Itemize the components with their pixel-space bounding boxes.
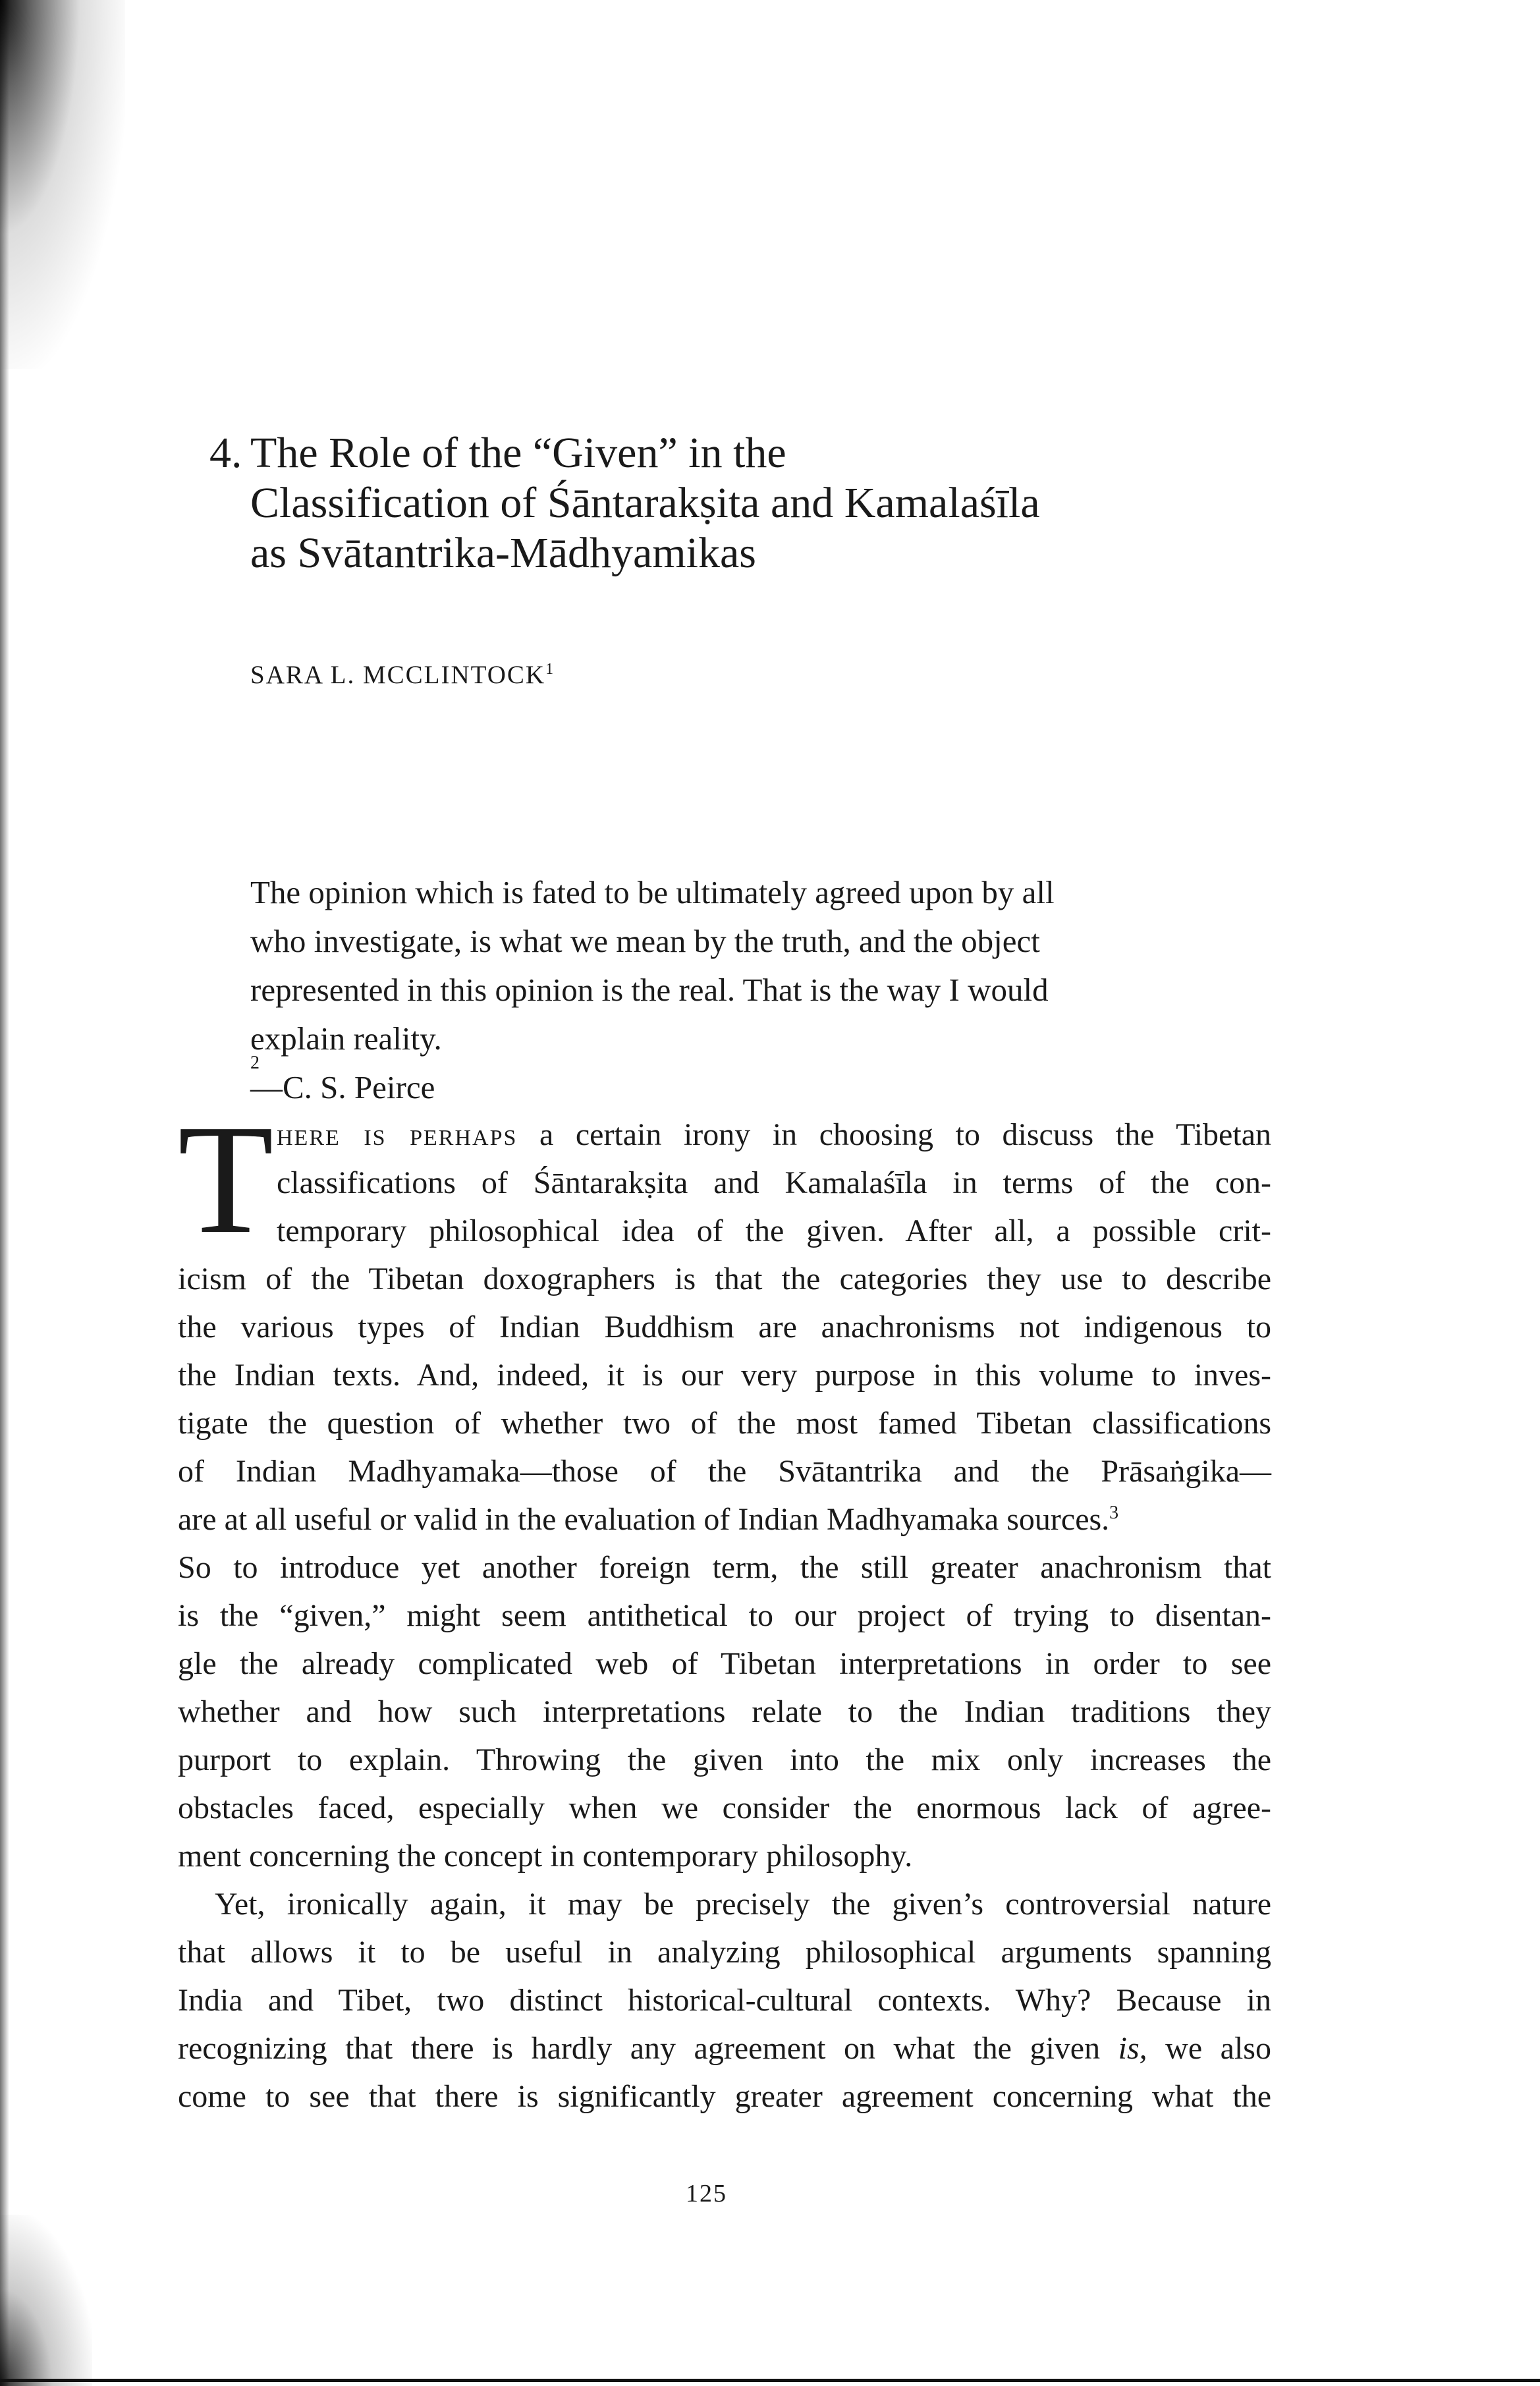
body-line: temporary philosophical idea of the given. After all, a possible crit- xyxy=(277,1213,1271,1248)
footnote-marker: 1 xyxy=(545,661,555,678)
chapter-title xyxy=(250,428,1278,578)
epigraph-line: who investigate, is what we mean by the truth, and the object xyxy=(250,923,1040,959)
chapter-number: 4. xyxy=(209,429,242,477)
body-text-run: we also xyxy=(1147,2031,1271,2066)
body-line xyxy=(178,1495,1271,1543)
body-text-run: recognizing that there is hardly any agreement on what the given xyxy=(178,2031,1118,2066)
footnote-marker: 3 xyxy=(1109,1503,1119,1523)
epigraph-attribution: —C. S. Peirce xyxy=(250,1069,435,1105)
epigraph-text: explain reality. xyxy=(250,1020,442,1057)
body-line: ment concerning the concept in contemporary philosophy. xyxy=(178,1839,913,1873)
scan-shadow-top-left xyxy=(0,0,125,369)
body-line: is the “given,” might seem antithetical to our project of trying to disentan- xyxy=(178,1598,1271,1633)
author-byline xyxy=(250,660,555,690)
body-line: India and Tibet, two distinct historical-cultural contexts. Why? Because in xyxy=(178,1983,1271,2018)
body-line: that allows it to be useful in analyzing philosophical arguments spanning xyxy=(178,1935,1271,1970)
body-line: purport to explain. Throwing the given into the mix only increases the xyxy=(178,1742,1271,1777)
body-text-run: a certain irony in choosing to discuss the Tibetan xyxy=(517,1117,1271,1152)
drop-cap: T xyxy=(178,1093,274,1266)
body-line xyxy=(178,2024,1271,2072)
body-line: the Indian texts. And, indeed, it is our very purpose in this volume to inves- xyxy=(178,1358,1271,1393)
body-line: the various types of Indian Buddhism are anachronisms not indigenous to xyxy=(178,1310,1271,1345)
lead-in-smallcaps: here is perhaps xyxy=(277,1117,518,1152)
body-line: classifications of Śāntarakṣita and Kamalaśīla in terms of the con- xyxy=(277,1165,1271,1200)
epigraph-line: represented in this opinion is the real. That is the way I would xyxy=(250,972,1049,1008)
chapter-title-line: as Svātantrika-Mādhyamikas xyxy=(250,529,756,577)
body-line: whether and how such interpretations relate to the Indian traditions they xyxy=(178,1694,1271,1729)
chapter-title-line: The Role of the “Given” in the xyxy=(250,429,786,477)
scan-bottom-border xyxy=(0,2379,1540,2382)
body-line: So to introduce yet another foreign term, the still greater anachronism that xyxy=(178,1550,1271,1585)
epigraph xyxy=(250,868,1251,1112)
body-line xyxy=(178,1111,1271,1159)
body-line: of Indian Madhyamaka—those of the Svātantrika and the Prāsaṅgika— xyxy=(178,1454,1271,1489)
page-number: 125 xyxy=(686,2180,727,2207)
scan-shadow-bottom-left xyxy=(0,2215,92,2386)
body-line: icism of the Tibetan doxographers is that the categories they use to describe xyxy=(178,1262,1271,1296)
body-line: Yet, ironically again, it may be precisely the given’s controversial nature xyxy=(215,1887,1271,1922)
emphasis: is, xyxy=(1118,2031,1147,2066)
body-line: tigate the question of whether two of the most famed Tibetan classifications xyxy=(178,1406,1271,1441)
body-line: obstacles faced, especially when we consider the enormous lack of agree- xyxy=(178,1790,1271,1825)
epigraph-line: The opinion which is fated to be ultimately agreed upon by all xyxy=(250,874,1055,910)
body-line: come to see that there is significantly greater agreement concerning what the xyxy=(178,2079,1271,2114)
author-name: SARA L. MCCLINTOCK xyxy=(250,661,546,689)
body-line: gle the already complicated web of Tibetan interpretations in order to see xyxy=(178,1646,1271,1681)
body-text-run: are at all useful or valid in the evaluation of Indian Madhyamaka sources. xyxy=(178,1502,1110,1537)
chapter-title-line: Classification of Śāntarakṣita and Kamalaśīla xyxy=(250,479,1040,527)
epigraph-line: explain reality. 2 —C. S. Peirce xyxy=(250,1014,1251,1112)
body-text xyxy=(178,1093,1271,2121)
